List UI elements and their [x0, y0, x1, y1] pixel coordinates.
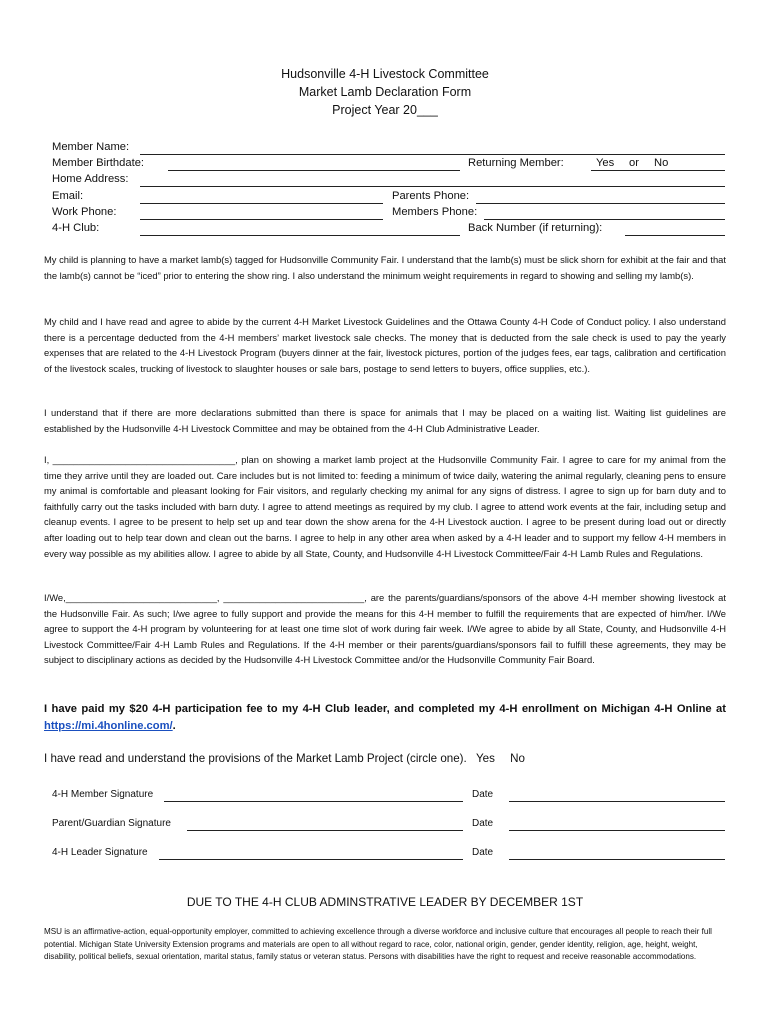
- returning-yes-option[interactable]: Yes: [596, 157, 615, 169]
- project-year: Project Year 20___: [332, 103, 438, 117]
- returning-or-text: or: [629, 157, 639, 169]
- home-address-field[interactable]: [140, 186, 725, 187]
- due-notice: DUE TO THE 4-H CLUB ADMINSTRATIVE LEADER BY DECEMBER 1ST: [186, 895, 584, 909]
- form-org-title: Hudsonville 4-H Livestock Committee: [281, 67, 489, 81]
- back-number-label: Back Number (if returning):: [468, 222, 603, 234]
- acknowledge-no-option[interactable]: No: [510, 752, 525, 765]
- leader-date-field[interactable]: [509, 859, 725, 860]
- mi-4honline-link[interactable]: https://mi.4honline.com/: [44, 720, 173, 732]
- work-phone-label: Work Phone:: [52, 206, 117, 218]
- paragraph-member-agreement: I, ___________________________________, plan on showing a market lamb project at the Hudsonville Community Fair. I agree to care for my animal from the time they arrive until they are loaded out. Care includes but is not limited to: feeding a minimum of twice daily, watering the animal regularly, cleaning pens to ensure my animal is comfortable and pleasant looking for Fair visitors, and regularly checking my animal for any signs of distress. I agree to sign up for barn duty and to faithfully carry out the tasks included with barn duty. I agree to attend meetings as required by my club. I agree to attend work events at the fair, including setup and cleanup events. I agree to be present to help set up and tear down the show arena for the 4-H Livestock auction. I agree to be present during load out or directly after loading out to help tear down and clean out the barns. I agree to help in any other area when asked by a 4-H leader and to support my fellow 4-H members in every way possible as my abilities allow. I agree to abide by all State, County, and Hudsonville 4-H Livestock Committee/Fair 4-H Lamb Rules and Regulations.: [44, 454, 726, 559]
- paragraph-guidelines: My child and I have read and agree to abide by the current 4-H Market Livestock Guidelines and the Ottawa County 4-H Code of Conduct policy. I also understand there is a percentage deducted from the 4-H members’ market livestock sale checks. The money that is deducted from the sale check is used to pay the yearly expenses that are related to the 4-H Livestock Program (buyers dinner at the fair, livestock pictures, portion of the judges fees, ear tags, calibration and certification of the livestock scales, trucking of livestock to slaughter houses or sale bars, postage to send letters to buyers, office supplies, etc.).: [44, 316, 726, 374]
- member-name-field[interactable]: [140, 154, 725, 155]
- member-signature-label: 4-H Member Signature: [52, 789, 154, 800]
- leader-signature-field[interactable]: [159, 859, 463, 860]
- paragraph-parent-agreement: I/We,_____________________________, ___________________________, are the parents/guardians/sponsors of the above 4-H member showing livestock at the Hudsonville Fair. As such; I/we agree to fully support and provide the means for this 4-H member to fulfill the requirements that are expected of him/her. I/We agree to support the 4-H program by volunteering for at least one time slot of work during fair week. I/We agree to abide by all State, County, and Hudsonville 4-H Livestock Committee/Fair 4-H Lamb Rules and Regulations. If the 4-H member or their parents/guardians/sponsors fail to fulfill these agreements, they may be subject to disciplinary actions as decided by the Hudsonville 4-H Livestock Committee and/or the Hudsonville Community Fair Board.: [44, 592, 726, 666]
- acknowledge-text: I have read and understand the provisions of the Market Lamb Project (circle one).: [44, 752, 467, 765]
- parent-signature-field[interactable]: [187, 830, 463, 831]
- member-name-label: Member Name:: [52, 141, 130, 153]
- members-phone-label: Members Phone:: [392, 206, 478, 218]
- member-date-field[interactable]: [509, 801, 725, 802]
- parents-phone-label: Parents Phone:: [392, 190, 470, 202]
- leader-date-label: Date: [472, 847, 494, 858]
- parent-signature-label: Parent/Guardian Signature: [52, 818, 171, 829]
- acknowledge-statement: [44, 752, 525, 765]
- email-field[interactable]: [140, 203, 383, 204]
- club-label: 4-H Club:: [52, 222, 100, 234]
- returning-no-option[interactable]: No: [654, 157, 669, 169]
- club-field[interactable]: [140, 235, 460, 236]
- member-birthdate-label: Member Birthdate:: [52, 157, 145, 169]
- paragraph-lamb-requirements: My child is planning to have a market lamb(s) tagged for Hudsonville Community Fair. I understand that the lamb(s) must be slick shorn for exhibit at the fair and that the lamb(s) cannot be “iced” prior to entering the show ring. I also understand the minimum weight requirements in regard to showing and selling my lamb(s).: [44, 254, 726, 281]
- member-signature-field[interactable]: [164, 801, 463, 802]
- paid-fee-text: I have paid my $20 4-H participation fee to my 4-H Club leader, and completed my 4-H enrollment on Michigan 4-H Online at: [44, 703, 726, 715]
- back-number-field[interactable]: [625, 235, 725, 236]
- returning-member-line: [591, 170, 725, 171]
- member-date-label: Date: [472, 789, 494, 800]
- member-birthdate-field[interactable]: [168, 170, 460, 171]
- paid-fee-period: .: [172, 720, 176, 732]
- form-title: Market Lamb Declaration Form: [298, 85, 472, 99]
- returning-member-label: Returning Member:: [468, 157, 564, 169]
- parent-date-label: Date: [472, 818, 494, 829]
- leader-signature-label: 4-H Leader Signature: [52, 847, 148, 858]
- parent-date-field[interactable]: [509, 830, 725, 831]
- paid-fee-statement: [44, 701, 726, 735]
- acknowledge-yes-option[interactable]: Yes: [476, 752, 495, 765]
- paragraph-waiting-list: I understand that if there are more declarations submitted than there is space for animals that I may be placed on a waiting list. Waiting list guidelines are established by the Hudsonville 4-H Livestock Committee and may be obtained from the 4-H Club Administrative Leader.: [44, 407, 726, 434]
- email-label: Email:: [52, 190, 84, 202]
- parents-phone-field[interactable]: [476, 203, 725, 204]
- home-address-label: Home Address:: [52, 173, 129, 185]
- work-phone-field[interactable]: [140, 219, 383, 220]
- members-phone-field[interactable]: [484, 219, 725, 220]
- msu-disclaimer: MSU is an affirmative-action, equal-opportunity employer, committed to achieving excellence through a diverse workforce and inclusive culture that encourages all people to reach their full potential. Michigan State University Extension programs and materials are open to all without regard to race, color, national origin, gender, gender identity, religion, age, height, weight, disability, political beliefs, sexual orientation, marital status, family status or veteran status. Persons with disabilities have the right to request and receive reasonable accommodations.: [44, 927, 712, 962]
